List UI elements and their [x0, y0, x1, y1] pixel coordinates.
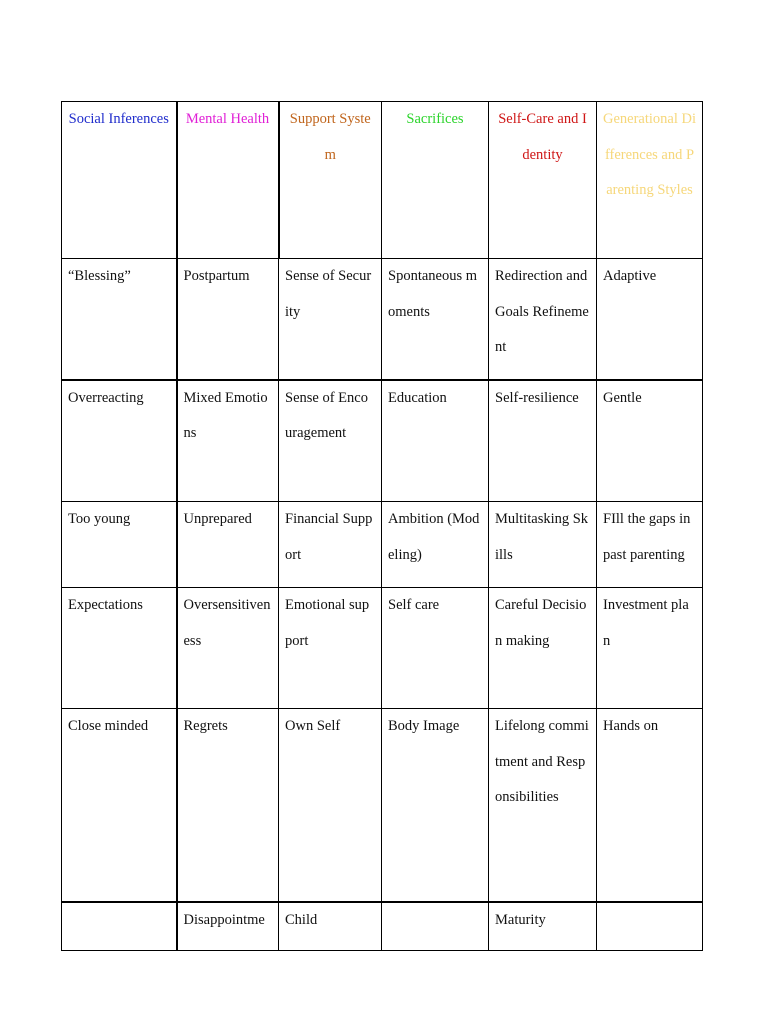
table-cell: Adaptive: [597, 259, 703, 380]
table-header-row: [62, 102, 703, 259]
table-cell: Sense of Security: [279, 259, 382, 380]
table-row: [62, 380, 703, 502]
themes-table: [61, 101, 703, 951]
table-cell: Regrets: [177, 709, 279, 902]
table-cell: Postpartum: [177, 259, 279, 380]
header-self-care-identity: Self-Care and Identity: [489, 102, 597, 259]
table-cell: Expectations: [62, 588, 177, 709]
table-cell: Ambition (Modeling): [382, 502, 489, 588]
header-social-inferences: Social Inferences: [62, 102, 177, 259]
header-support-system: Support System: [279, 102, 382, 259]
table-cell: Financial Support: [279, 502, 382, 588]
table-cell: Self care: [382, 588, 489, 709]
table-cell: FIll the gaps in past parenting: [597, 502, 703, 588]
table-cell: Body Image: [382, 709, 489, 902]
table-cell: Close minded: [62, 709, 177, 902]
table-row: [62, 502, 703, 588]
table-cell: Investment plan: [597, 588, 703, 709]
table-cell: Careful Decision making: [489, 588, 597, 709]
table-cell: Unprepared: [177, 502, 279, 588]
table-cell: Gentle: [597, 380, 703, 502]
table-cell: Too young: [62, 502, 177, 588]
table-cell: Mixed Emotions: [177, 380, 279, 502]
table-cell: Maturity: [489, 902, 597, 951]
table-cell: Oversensitiveness: [177, 588, 279, 709]
table-row: [62, 902, 703, 951]
header-mental-health: Mental Health: [177, 102, 279, 259]
table-cell: Spontaneous moments: [382, 259, 489, 380]
header-generational-differences: Generational Differences and Parenting Styles: [597, 102, 703, 259]
table-cell: Child: [279, 902, 382, 951]
table-cell: Education: [382, 380, 489, 502]
table-cell: Overreacting: [62, 380, 177, 502]
table-cell: “Blessing”: [62, 259, 177, 380]
table-cell: [62, 902, 177, 951]
table-cell: Disappointme: [177, 902, 279, 951]
table-cell: Own Self: [279, 709, 382, 902]
table-cell: Self-resilience: [489, 380, 597, 502]
table-cell: Sense of Encouragement: [279, 380, 382, 502]
table-row: [62, 259, 703, 380]
table-cell: Emotional support: [279, 588, 382, 709]
table-cell: [382, 902, 489, 951]
table-cell: Lifelong commitment and Responsibilities: [489, 709, 597, 902]
table-cell: Redirection and Goals Refinement: [489, 259, 597, 380]
table-cell: [597, 902, 703, 951]
header-sacrifices: Sacrifices: [382, 102, 489, 259]
table-row: [62, 588, 703, 709]
table-row: [62, 709, 703, 902]
table-cell: Multitasking Skills: [489, 502, 597, 588]
table-cell: Hands on: [597, 709, 703, 902]
